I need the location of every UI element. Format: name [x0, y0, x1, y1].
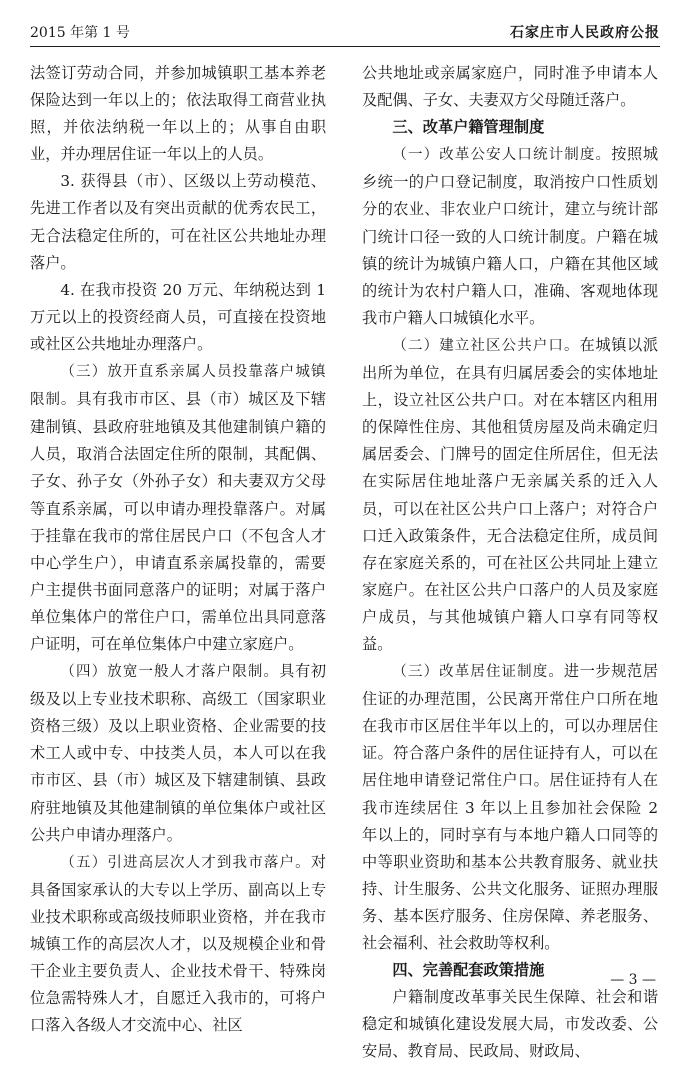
paragraph-text: 户籍制度改革事关民生保障、社会和谐稳定和城镇化建设发展大局，市发改委、公安局、教育局、民政局、财政局、	[362, 988, 658, 1061]
paragraph	[30, 658, 326, 849]
paragraph-text: 具有我市市区、县（市）城区及下辖建制镇、县政府驻地镇及其他建制镇户籍的人员，取消合法固定住所的限制，其配偶、子女、孙子女（外孙子女）和夫妻双方父母等直系亲属，可以申请办理投靠落户。对属于挂靠在我市的常住居民户口（不包含人才中心学生户），申请直系亲属投靠的，需要户主提供书面同意落户的证明；对属于落户单位集体户的常住户口，需单位出具同意落户证明，可在单位集体户中建立家庭户。	[30, 390, 327, 653]
paragraph-text: 在城镇以派出所为单位，在具有归属居委会的实体地址上，设立社区公共户口。对在本辖区内租用的保障性住房、其他租赁房屋及尚未确定归属居委会、门牌号的固定住所居住，但无法在实际居住地址落户无亲属关系的迁入人员，可以在社区公共户口上落户；对符合户口迁入政策条件，无合法稳定住所，成员间存在家庭关系的，可在社区公共同址上建立家庭户。在社区公共户口落户的人员及家庭户成员，与其他城镇户籍人口享有同等权益。	[362, 335, 659, 653]
paragraph	[30, 358, 326, 658]
subsection-heading: （三）改革居住证制度。	[392, 664, 564, 681]
paragraph-text: 具有初级及以上专业技术职称、高级工（国家职业资格三级）及以上职业资格、企业需要的技术工人或中专、中技类人员，本人可以在我市市区、县（市）城区及下辖建制镇、县政府驻地镇及其他建制镇的单位集体户或社区公共户申请办理落户。	[30, 662, 327, 844]
subsection-heading: （二）建立社区公共户口。	[392, 337, 580, 354]
right-column	[362, 60, 658, 1065]
paragraph-text: 进一步规范居住证的办理范围，公民离开常住户口所在地在我市市区居住半年以上的，可以办理居住证。符合落户条件的居住证持有人，可以在居住地申请登记常住户口。居住证持有人在我市连续居住 3 年以上且参加社会保险 2 年以上的，同时享有与本地户籍人口同等的中等职业资助和基本公共教育服务、就业扶持、计生服务、公共文化服务、证照办理服务、基本医疗服务、住房保障、养老服务、社会福利、社会救助等权利。	[362, 662, 659, 952]
paragraph-text: 按照城乡统一的户口登记制度，取消按户口性质划分的农业、非农业户口统计，建立与统计部门统计口径一致的人口统计制度。户籍在城镇的统计为城镇户籍人口，户籍在其他区域的统计为农村户籍人口，准确、客观地体现我市户籍人口城镇化水平。	[362, 145, 659, 327]
paragraph	[362, 332, 658, 658]
section-heading: 四、完善配套政策措施	[392, 961, 545, 980]
paragraph-text: 公共地址或亲属家庭户，同时准予申请本人及配偶、子女、夫妻双方父母随迁落户。	[362, 64, 658, 110]
paragraph	[30, 60, 326, 168]
subsection-heading: （四）放宽一般人才落户限制。	[60, 664, 280, 681]
subsection-heading: （五）引进高层次人才到我市落户。	[60, 854, 311, 871]
paragraph-text: 4. 在我市投资 20 万元、年纳税达到 1 万元以上的投资经商人员，可直接在投资地或社区公共地址办理落户。	[30, 280, 326, 353]
paragraph	[362, 658, 658, 957]
paragraph-text: 对具备国家承认的大专以上学历、副高以上专业技术职称或高级技师职业资格，并在我市城镇工作的高层次人才，以及规模企业和骨干企业主要负责人、企业技术骨干、特殊岗位急需特殊人才，自愿迁入我市的，可将户口落入各级人才交流中心、社区	[30, 852, 326, 1035]
section-heading: 三、改革户籍管理制度	[392, 118, 545, 137]
paragraph-text: 法签订劳动合同，并参加城镇职工基本养老保险达到一年以上的；依法取得工商营业执照，并依法纳税一年以上的；从事自由职业，并办理居住证一年以上的人员。	[30, 64, 326, 164]
page-header	[30, 20, 660, 47]
paragraph	[362, 984, 658, 1065]
publication-title: 石家庄市人民政府公报	[510, 25, 660, 41]
paragraph	[30, 277, 326, 358]
page-number: — 3 —	[610, 972, 656, 988]
issue-number: 2015 年第 1 号	[30, 25, 130, 41]
subsection-heading: （三）放开直系亲属人员投靠落户城镇限制。	[30, 364, 326, 409]
subsection-heading: （一）改革公安人口统计制度。	[392, 147, 612, 164]
paragraph	[30, 849, 326, 1040]
paragraph	[30, 168, 326, 276]
left-column	[30, 60, 326, 1039]
paragraph	[362, 60, 658, 114]
paragraph	[362, 141, 658, 332]
paragraph-text: 3. 获得县（市）、区级以上劳动模范、先进工作者以及有突出贡献的优秀农民工，无合法稳定住所的，可在社区公共地址办理落户。	[30, 172, 326, 272]
